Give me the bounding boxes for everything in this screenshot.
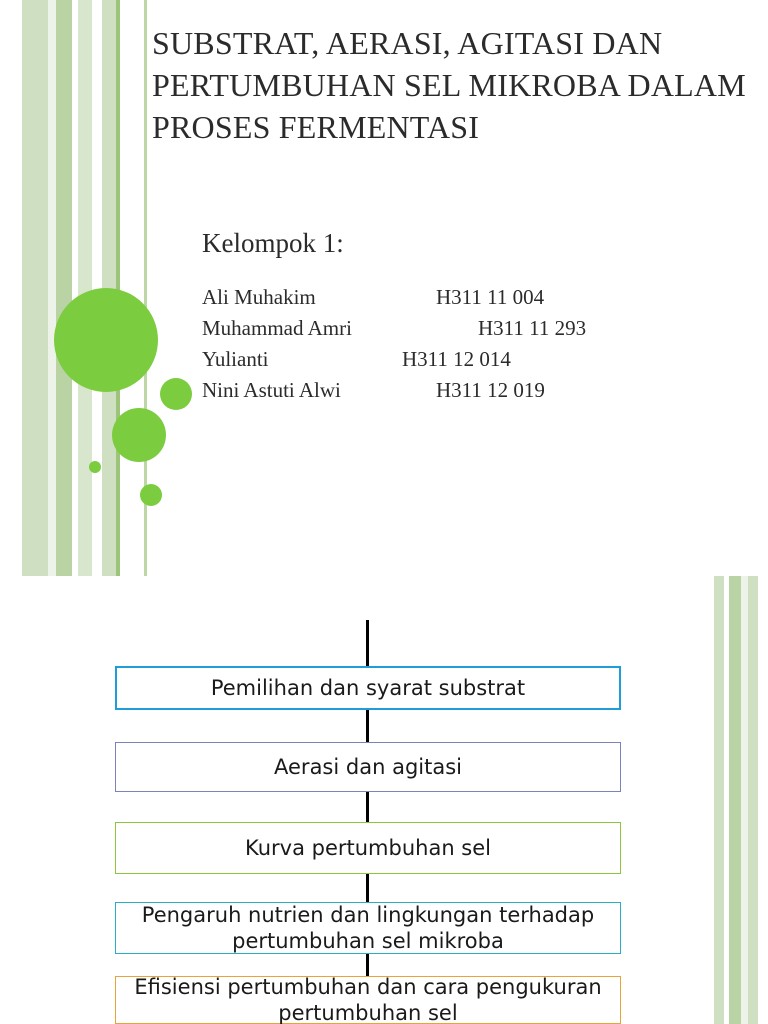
member-id: H311 12 019 [436,378,545,402]
flow-box-label: Pemilihan dan syarat substrat [210,676,526,700]
member-id: H311 11 004 [436,285,545,309]
flow-box-1[interactable] [115,666,621,710]
decorative-circle-medium [112,408,166,462]
flow-connector [366,874,369,902]
page-title: SUBSTRAT, AERASI, AGITASI DAN PERTUMBUHAN SEL MIKROBA DALAM PROSES FERMENTASI [152,25,746,145]
decorative-circle-large [54,288,158,392]
list-item [202,282,722,313]
group-label: Kelompok 1: [202,228,344,258]
flow-connector [366,620,369,666]
list-item [202,313,722,344]
slide-flowchart [0,576,768,1024]
member-name: Muhammad Amri [202,316,352,340]
list-item [202,344,722,375]
flow-box-4[interactable] [115,902,621,954]
flow-connector [366,710,369,742]
decorative-circle-small [160,378,192,410]
flow-box-3[interactable] [115,822,621,874]
flow-box-label: Efisiensi pertumbuhan dan cara pengukuran pertumbuhan sel [134,975,602,1024]
member-name: Yulianti [202,347,269,371]
member-name: Ali Muhakim [202,285,316,309]
decorative-circle-dot [89,461,101,473]
member-id: H311 12 014 [402,347,511,371]
decorative-circle-tiny [140,484,162,506]
decorative-stripes-left [0,0,160,576]
flow-connector [366,954,369,976]
decorative-stripes-right [708,576,768,1024]
member-name: Nini Astuti Alwi [202,378,341,402]
flow-connector [366,792,369,822]
flow-box-2[interactable] [115,742,621,792]
list-item [202,375,722,406]
member-list [202,282,722,406]
flow-box-label: Aerasi dan agitasi [274,755,462,779]
flow-box-5[interactable] [115,976,621,1024]
flow-box-label: Pengaruh nutrien dan lingkungan terhadap pertumbuhan sel mikroba [141,903,595,953]
member-id: H311 11 293 [478,316,587,340]
flow-box-label: Kurva pertumbuhan sel [244,836,492,860]
